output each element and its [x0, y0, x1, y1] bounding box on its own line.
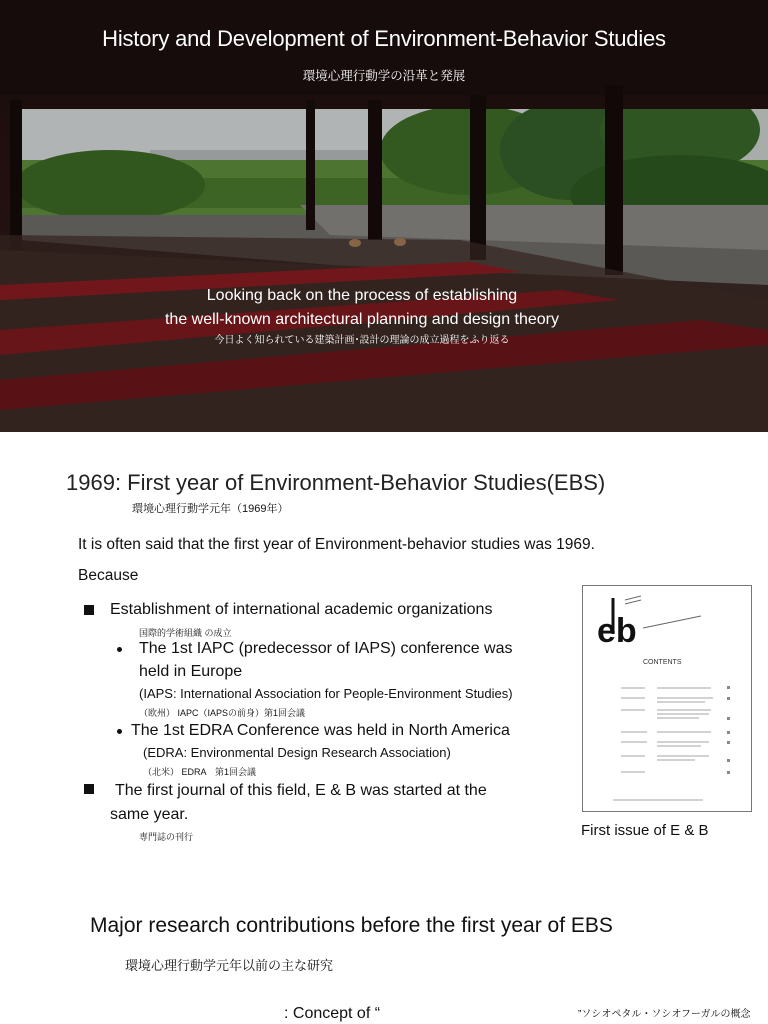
iaps-expansion: (IAPS: International Association for People-Environment Studies) [139, 686, 513, 701]
iapc-line-1: The 1st IAPC (predecessor of IAPS) conference was [139, 640, 513, 657]
edra-expansion: (EDRA: Environmental Design Research Association) [143, 745, 451, 760]
subtitle-japanese: 今日よく知られている建築計画･設計の理論の成立過程をふり返る [214, 335, 510, 346]
edra-text: The 1st EDRA Conference was held in North America [131, 722, 510, 739]
journal-cover-drawing [583, 586, 751, 811]
round-bullet-icon [117, 729, 122, 734]
subtitle-line-2: the well-known architectural planning and design theory [164, 311, 559, 328]
slide-title: Major research contributions before the first year of EBS [90, 914, 613, 937]
iapc-line-2: held in Europe [139, 663, 243, 680]
journal-cover-image [582, 585, 752, 812]
concept-text: : Concept of “ [284, 1005, 381, 1022]
point-organizations-japanese: 国際的学術組織 の成立 [139, 628, 232, 638]
journal-line-2: same year. [110, 806, 189, 823]
square-bullet-icon [84, 605, 94, 615]
square-bullet-icon [84, 784, 94, 794]
journal-line-1: The first journal of this field, E & B was started at the [115, 782, 487, 799]
presentation-title: History and Development of Environment-Behavior Studies [102, 26, 666, 51]
intro-text: It is often said that the first year of Environment-behavior studies was 1969. [78, 536, 595, 553]
edra-japanese: （北米） EDRA 第1回会議 [143, 767, 257, 777]
because-text: Because [78, 567, 139, 584]
presentation-title-japanese: 環境心理行動学の沿革と発展 [302, 69, 466, 83]
cover-contents-heading: CONTENTS [643, 659, 682, 666]
slide-title: 1969: First year of Environment-Behavior Studies(EBS) [66, 470, 606, 495]
japanese-room-photo [0, 0, 768, 432]
cover-logo: eb [597, 612, 637, 650]
journal-cover-caption: First issue of E & B [581, 822, 709, 839]
slide-title-japanese: 環境心理行動学元年（1969年） [132, 503, 289, 515]
journal-japanese: 専門誌の刊行 [139, 832, 194, 842]
sociopetal-concept-japanese: ”ソシオペタル・ソシオフーガルの概念 [578, 1009, 751, 1020]
round-bullet-icon [117, 647, 122, 652]
point-organizations: Establishment of international academic organizations [110, 601, 493, 618]
iapc-japanese: （欧州） IAPC（IAPSの前身）第1回会議 [139, 708, 306, 718]
slide-title-japanese: 環境心理行動学元年以前の主な研究 [125, 958, 334, 973]
subtitle-line-1: Looking back on the process of establishing [206, 287, 518, 304]
title-slide [0, 0, 768, 432]
